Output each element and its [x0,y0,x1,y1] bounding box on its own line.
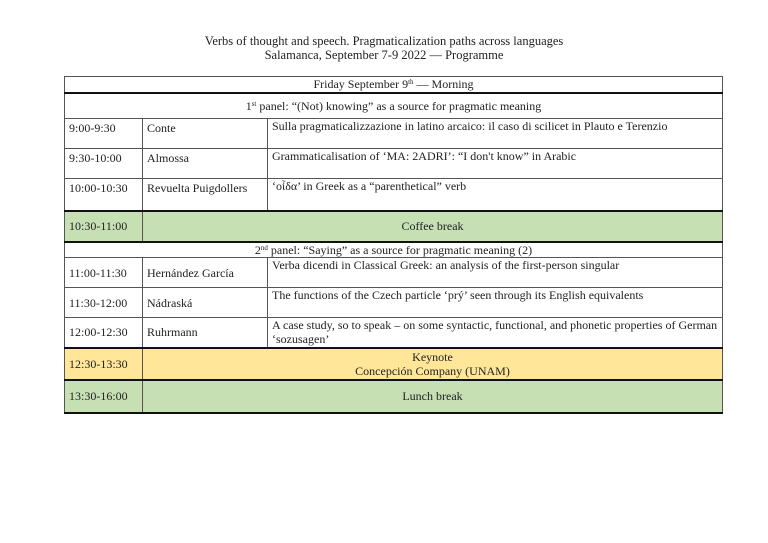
talk-speaker: Hernández García [143,258,268,288]
table-row [65,258,723,288]
table-row [65,149,723,179]
talk-time: 11:00-11:30 [65,258,143,288]
document-subtitle: Salamanca, September 7-9 2022 — Programme [264,48,504,62]
talk-title: ‘οἶδα’ in Greek as a “parenthetical” verb [268,179,723,211]
lunch-break-label: Lunch break [143,380,723,413]
talk-time: 12:00-12:30 [65,318,143,348]
talk-speaker: Almossa [143,149,268,179]
keynote-row [65,348,723,380]
keynote-speaker: Concepción Company (UNAM) [355,363,510,378]
day-header: Friday September 9th — Morning [65,77,723,93]
break-time: 10:30-11:00 [65,211,143,242]
table-row [65,119,723,149]
keynote-cell [143,348,723,380]
table-row [65,288,723,318]
programme-table [64,76,723,414]
talk-title: Grammaticalisation of ‘MA: 2ADRI’: “I don't know” in Arabic [268,149,723,179]
table-row [65,179,723,211]
talk-speaker: Conte [143,119,268,149]
talk-title: A case study, so to speak – on some syntactic, functional, and phonetic properties of German ‘sozusagen’ [268,318,723,348]
talk-speaker: Revuelta Puigdollers [143,179,268,211]
talk-time: 11:30-12:00 [65,288,143,318]
coffee-break-row [65,211,723,242]
talk-title: Verba dicendi in Classical Greek: an analysis of the first-person singular [268,258,723,288]
talk-title: The functions of the Czech particle ‘prý’ seen through its English equivalents [268,288,723,318]
panel-2-title: 2nd panel: “Saying” as a source for pragmatic meaning (2) [65,242,723,258]
break-time: 13:30-16:00 [65,380,143,413]
talk-time: 9:00-9:30 [65,119,143,149]
panel-1-row [65,93,723,119]
table-row [65,318,723,348]
talk-speaker: Ruhrmann [143,318,268,348]
talk-time: 10:00-10:30 [65,179,143,211]
day-header-row [65,77,723,93]
keynote-time: 12:30-13:30 [65,348,143,380]
talk-time: 9:30-10:00 [65,149,143,179]
talk-title: Sulla pragmaticalizzazione in latino arcaico: il caso di scilicet in Plauto e Terenzio [268,119,723,149]
panel-1-title: 1st panel: “(Not) knowing” as a source for pragmatic meaning [65,93,723,119]
coffee-break-label: Coffee break [143,211,723,242]
panel-2-row [65,242,723,258]
lunch-break-row [65,380,723,413]
document-title: Verbs of thought and speech. Pragmaticalization paths across languages [204,34,564,48]
keynote-label: Keynote [412,349,453,364]
talk-speaker: Nádraská [143,288,268,318]
